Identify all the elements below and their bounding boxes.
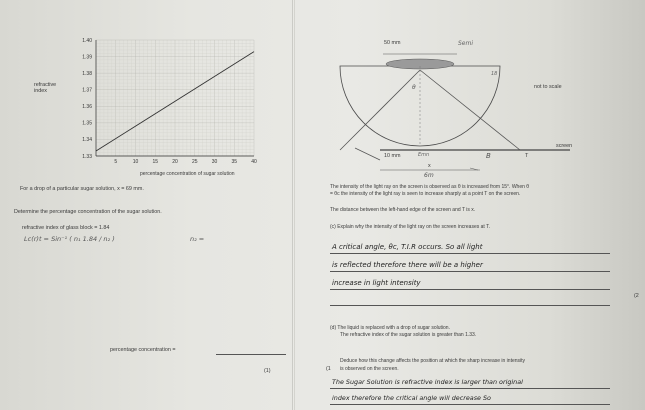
deduce-2: is observed on the screen. bbox=[340, 366, 399, 372]
y-tick-label: 1.40 bbox=[82, 37, 92, 44]
part-d-2: The refractive index of the sugar solution is greater than 1.33. bbox=[340, 332, 477, 338]
question-intro: For a drop of a particular sugar solution, x = 69 mm. bbox=[20, 186, 144, 192]
answer-line-d2 bbox=[330, 404, 610, 405]
hand-b: B bbox=[486, 152, 491, 160]
answer-line-c2 bbox=[330, 271, 610, 272]
hand-emn: Emn bbox=[418, 152, 430, 158]
question-determine: Determine the percentage concentration of the sugar solution. bbox=[14, 209, 162, 215]
answer-label: percentage concentration = bbox=[110, 347, 176, 353]
answer-line-d1 bbox=[330, 388, 610, 389]
mark-d: (1 bbox=[326, 366, 331, 372]
hand-answer-d1: The Sugar Solution is refractive index is larger than original bbox=[332, 378, 523, 386]
hand-answer-c1: A critical angle, θc, T.I.R occurs. So all light bbox=[332, 243, 483, 251]
incident-ray bbox=[340, 70, 420, 150]
y-tick-label: 1.34 bbox=[82, 137, 92, 144]
answer-line bbox=[216, 354, 286, 355]
hand-answer-c3: increase in light intensity bbox=[332, 279, 421, 287]
label-t: T bbox=[525, 153, 529, 159]
hand-answer-d2: index therefore the critical angle will decrease So bbox=[332, 394, 491, 402]
label-screen: screen bbox=[556, 143, 573, 149]
y-tick-label: 1.33 bbox=[82, 153, 92, 160]
handwritten-working: Lc(r)t = Sin⁻¹ ( n₁ 1.84 / n₂ ) bbox=[24, 235, 115, 243]
graph-ylabel-1: refractive index bbox=[34, 82, 57, 94]
label-50mm: 50 mm bbox=[384, 40, 401, 46]
hand-cm: 6m bbox=[424, 172, 434, 179]
reflected-ray bbox=[420, 70, 520, 150]
glass-index-note: refractive index of glass block = 1.84 bbox=[22, 225, 110, 231]
y-tick-label: 1.35 bbox=[82, 120, 92, 127]
distance-line: The distance between the left-hand edge of the screen and T is x. bbox=[330, 207, 476, 213]
y-tick-label: 1.37 bbox=[82, 87, 92, 94]
x-tick-label: 15 bbox=[152, 159, 159, 165]
intro-line-2: = θc the intensity of the light ray is seen to increase sharply at a point T on the screen. bbox=[330, 191, 521, 197]
x-tick-label: 25 bbox=[191, 159, 198, 165]
answer-line-c4 bbox=[330, 305, 610, 306]
y-tick-label: 1.39 bbox=[82, 54, 92, 61]
mark-left: (1) bbox=[264, 368, 271, 374]
answer-line-c3 bbox=[330, 289, 610, 290]
handwritten-n2: n₂ = bbox=[190, 235, 205, 243]
y-tick-label: 1.38 bbox=[82, 70, 92, 77]
x-tick-label: 35 bbox=[231, 159, 238, 165]
part-c: (c) Explain why the intensity of the light ray on the screen increases at T. bbox=[330, 224, 490, 230]
intro-line-1: The intensity of the light ray on the screen is observed as θ is increased from 15°. When θ bbox=[330, 184, 530, 190]
x-tick-label: 20 bbox=[172, 159, 178, 165]
answer-line-c1 bbox=[330, 253, 610, 254]
label-not-to-scale: not to scale bbox=[534, 84, 562, 90]
hand-answer-c2: is reflected therefore there will be a higher bbox=[332, 261, 483, 269]
x-tick-label: 30 bbox=[211, 159, 218, 165]
y-tick-label: 1.36 bbox=[82, 104, 92, 111]
mark-c: (2 bbox=[634, 293, 639, 299]
label-x: x bbox=[428, 163, 431, 169]
hand-18: 18 bbox=[491, 71, 498, 77]
graph-xlabel: percentage concentration of sugar solution bbox=[140, 171, 235, 177]
hand-theta: θ bbox=[412, 84, 416, 91]
deduce-1: Deduce how this change affects the position at which the sharp increase in intensity bbox=[340, 358, 526, 364]
x-tick-label: 5 bbox=[114, 159, 118, 165]
label-10mm: 10 mm bbox=[384, 153, 401, 159]
part-d: (d) The liquid is replaced with a drop of sugar solution. bbox=[330, 325, 450, 331]
hand-50mm: Semi bbox=[458, 40, 474, 47]
x-tick-label: 40 bbox=[251, 159, 257, 165]
x-tick-label: 10 bbox=[132, 159, 139, 165]
